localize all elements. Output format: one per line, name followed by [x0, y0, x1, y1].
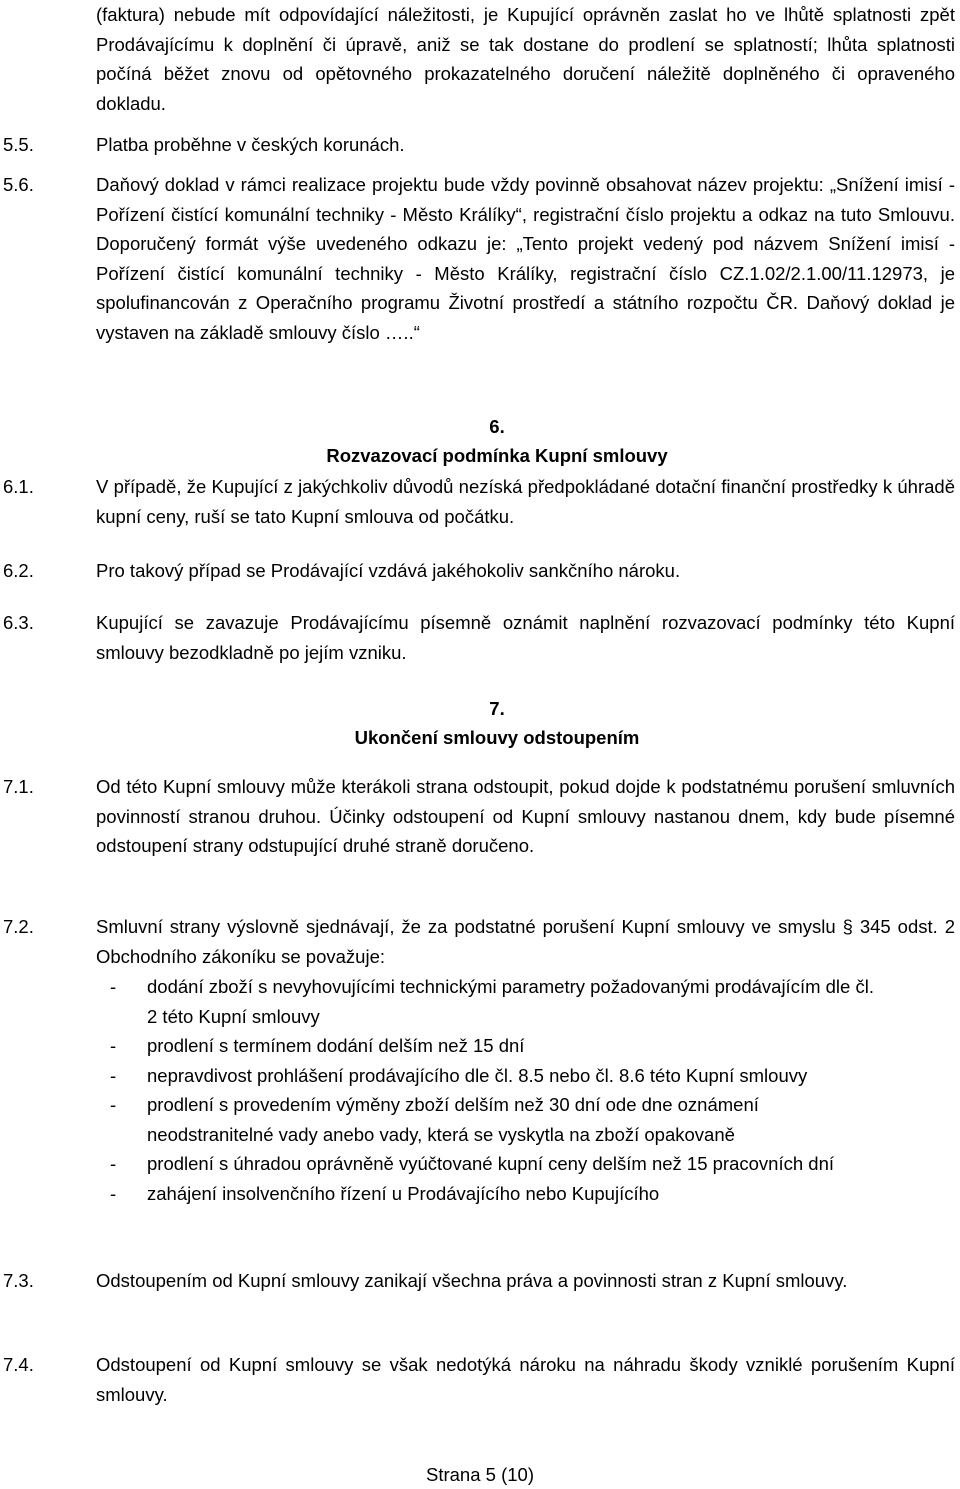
list-item [96, 1090, 887, 1149]
list-item-text: prodlení s provedením výměny zboží delším než 30 dní ode dne oznámení neodstranitelné vady anebo vady, která se vyskytla na zboží opakovaně [147, 1094, 759, 1145]
bullet-dash: - [110, 1182, 117, 1204]
clause-number: 6.1. [3, 476, 34, 497]
list-item [96, 1061, 887, 1091]
bullet-dash: - [110, 976, 117, 997]
list-item-text: prodlení s termínem dodání delším než 15 dní [147, 1035, 525, 1056]
clause-text: Odstoupením od Kupní smlouvy zanikají všechna práva a povinnosti stran z Kupní smlouvy. [96, 1270, 848, 1291]
clause-number: 6.3. [3, 612, 34, 633]
section-6-number: 6. [489, 416, 505, 437]
list-item-text: prodlení s úhradou oprávněně vyúčtované kupní ceny delším než 15 pracovních dní [147, 1153, 834, 1174]
list-item [96, 972, 887, 1031]
clause-text: Pro takový případ se Prodávající vzdává jakéhokoliv sankčního nároku. [96, 560, 681, 581]
clause-number: 6.2. [3, 560, 34, 581]
clause-text: Odstoupení od Kupní smlouvy se však nedotýká nároku na náhradu škody vzniklé porušením Kupní smlouvy. [96, 1354, 955, 1405]
bullet-dash: - [110, 1153, 117, 1174]
page-number: Strana 5 (10) [426, 1464, 534, 1485]
section-7-number: 7. [489, 698, 505, 719]
clause-text: Daňový doklad v rámci realizace projektu bude vždy povinně obsahovat název projektu: „Snížení imisí - Pořízení čistící komunální techniky - Město Králíky“, registrační číslo projektu a odkaz na tuto Smlouvu. Doporučený formát výše uvedeného odkazu je: „Tento projekt vedený pod názvem Snížení imisí - Pořízení čistící komunální techniky - Město Králíky, registrační číslo CZ.1.02/2.1.00/11.12973, je spolufinancován z Operačního programu Životní prostředí a státního rozpočtu ČR. Daňový doklad je vystaven na základě smlouvy číslo …..“ [96, 174, 955, 343]
section-7-title: Ukončení smlouvy odstoupením [354, 727, 640, 748]
list-item [96, 1149, 887, 1179]
clause-number: 7.1. [3, 776, 34, 797]
clause-text: (faktura) nebude mít odpovídající náležitosti, je Kupující oprávněn zaslat ho ve lhůtě splatnosti zpět Prodávajícímu k doplnění či úpravě, aniž se tak dostane do prodlení se splatností; lhůta splatnosti počíná běžet znovu od opětovného prokazatelného doručení náležitě doplněného či opraveného dokladu. [96, 4, 955, 114]
list-item-text: zahájení insolvenčního řízení u Prodávajícího nebo Kupujícího [147, 1182, 660, 1204]
clause-number: 7.3. [3, 1270, 34, 1291]
clause-text: Platba proběhne v českých korunách. [96, 134, 405, 155]
section-6-title: Rozvazovací podmínka Kupní smlouvy [326, 445, 668, 466]
list-item [96, 1179, 887, 1209]
clause-text: Kupující se zavazuje Prodávajícímu písemně oznámit naplnění rozvazovací podmínky této Kupní smlouvy bezodkladně po jejím vzniku. [96, 612, 955, 663]
clause-text: V případě, že Kupující z jakýchkoliv důvodů nezíská předpokládané dotační finanční prostředky k úhradě kupní ceny, ruší se tato Kupní smlouva od počátku. [96, 476, 955, 527]
bullet-dash: - [110, 1064, 117, 1086]
list-item-text: nepravdivost prohlášení prodávajícího dle čl. 8.5 nebo čl. 8.6 této Kupní smlouvy [147, 1064, 808, 1086]
bullet-dash: - [110, 1035, 117, 1056]
bullet-dash: - [110, 1094, 117, 1115]
list-item-text: dodání zboží s nevyhovujícími technickými parametry požadovanými prodávajícím dle čl. 2 této Kupní smlouvy [147, 976, 874, 1027]
clause-number: 7.2. [3, 916, 34, 937]
violation-list [96, 972, 955, 1208]
list-item [96, 1031, 887, 1061]
clause-text: Smluvní strany výslovně sjednávají, že za podstatné porušení Kupní smlouvy ve smyslu § 345 odst. 2 Obchodního zákoníku se považuje: [96, 916, 955, 967]
clause-number: 7.4. [3, 1354, 34, 1375]
clause-number: 5.6. [3, 174, 34, 195]
clause-number: 5.5. [3, 134, 34, 155]
clause-text: Od této Kupní smlouvy může kterákoli strana odstoupit, pokud dojde k podstatnému porušení smluvních povinností stranou druhou. Účinky odstoupení od Kupní smlouvy nastanou dnem, kdy bude písemné odstoupení strany odstupující druhé straně doručeno. [96, 776, 955, 856]
